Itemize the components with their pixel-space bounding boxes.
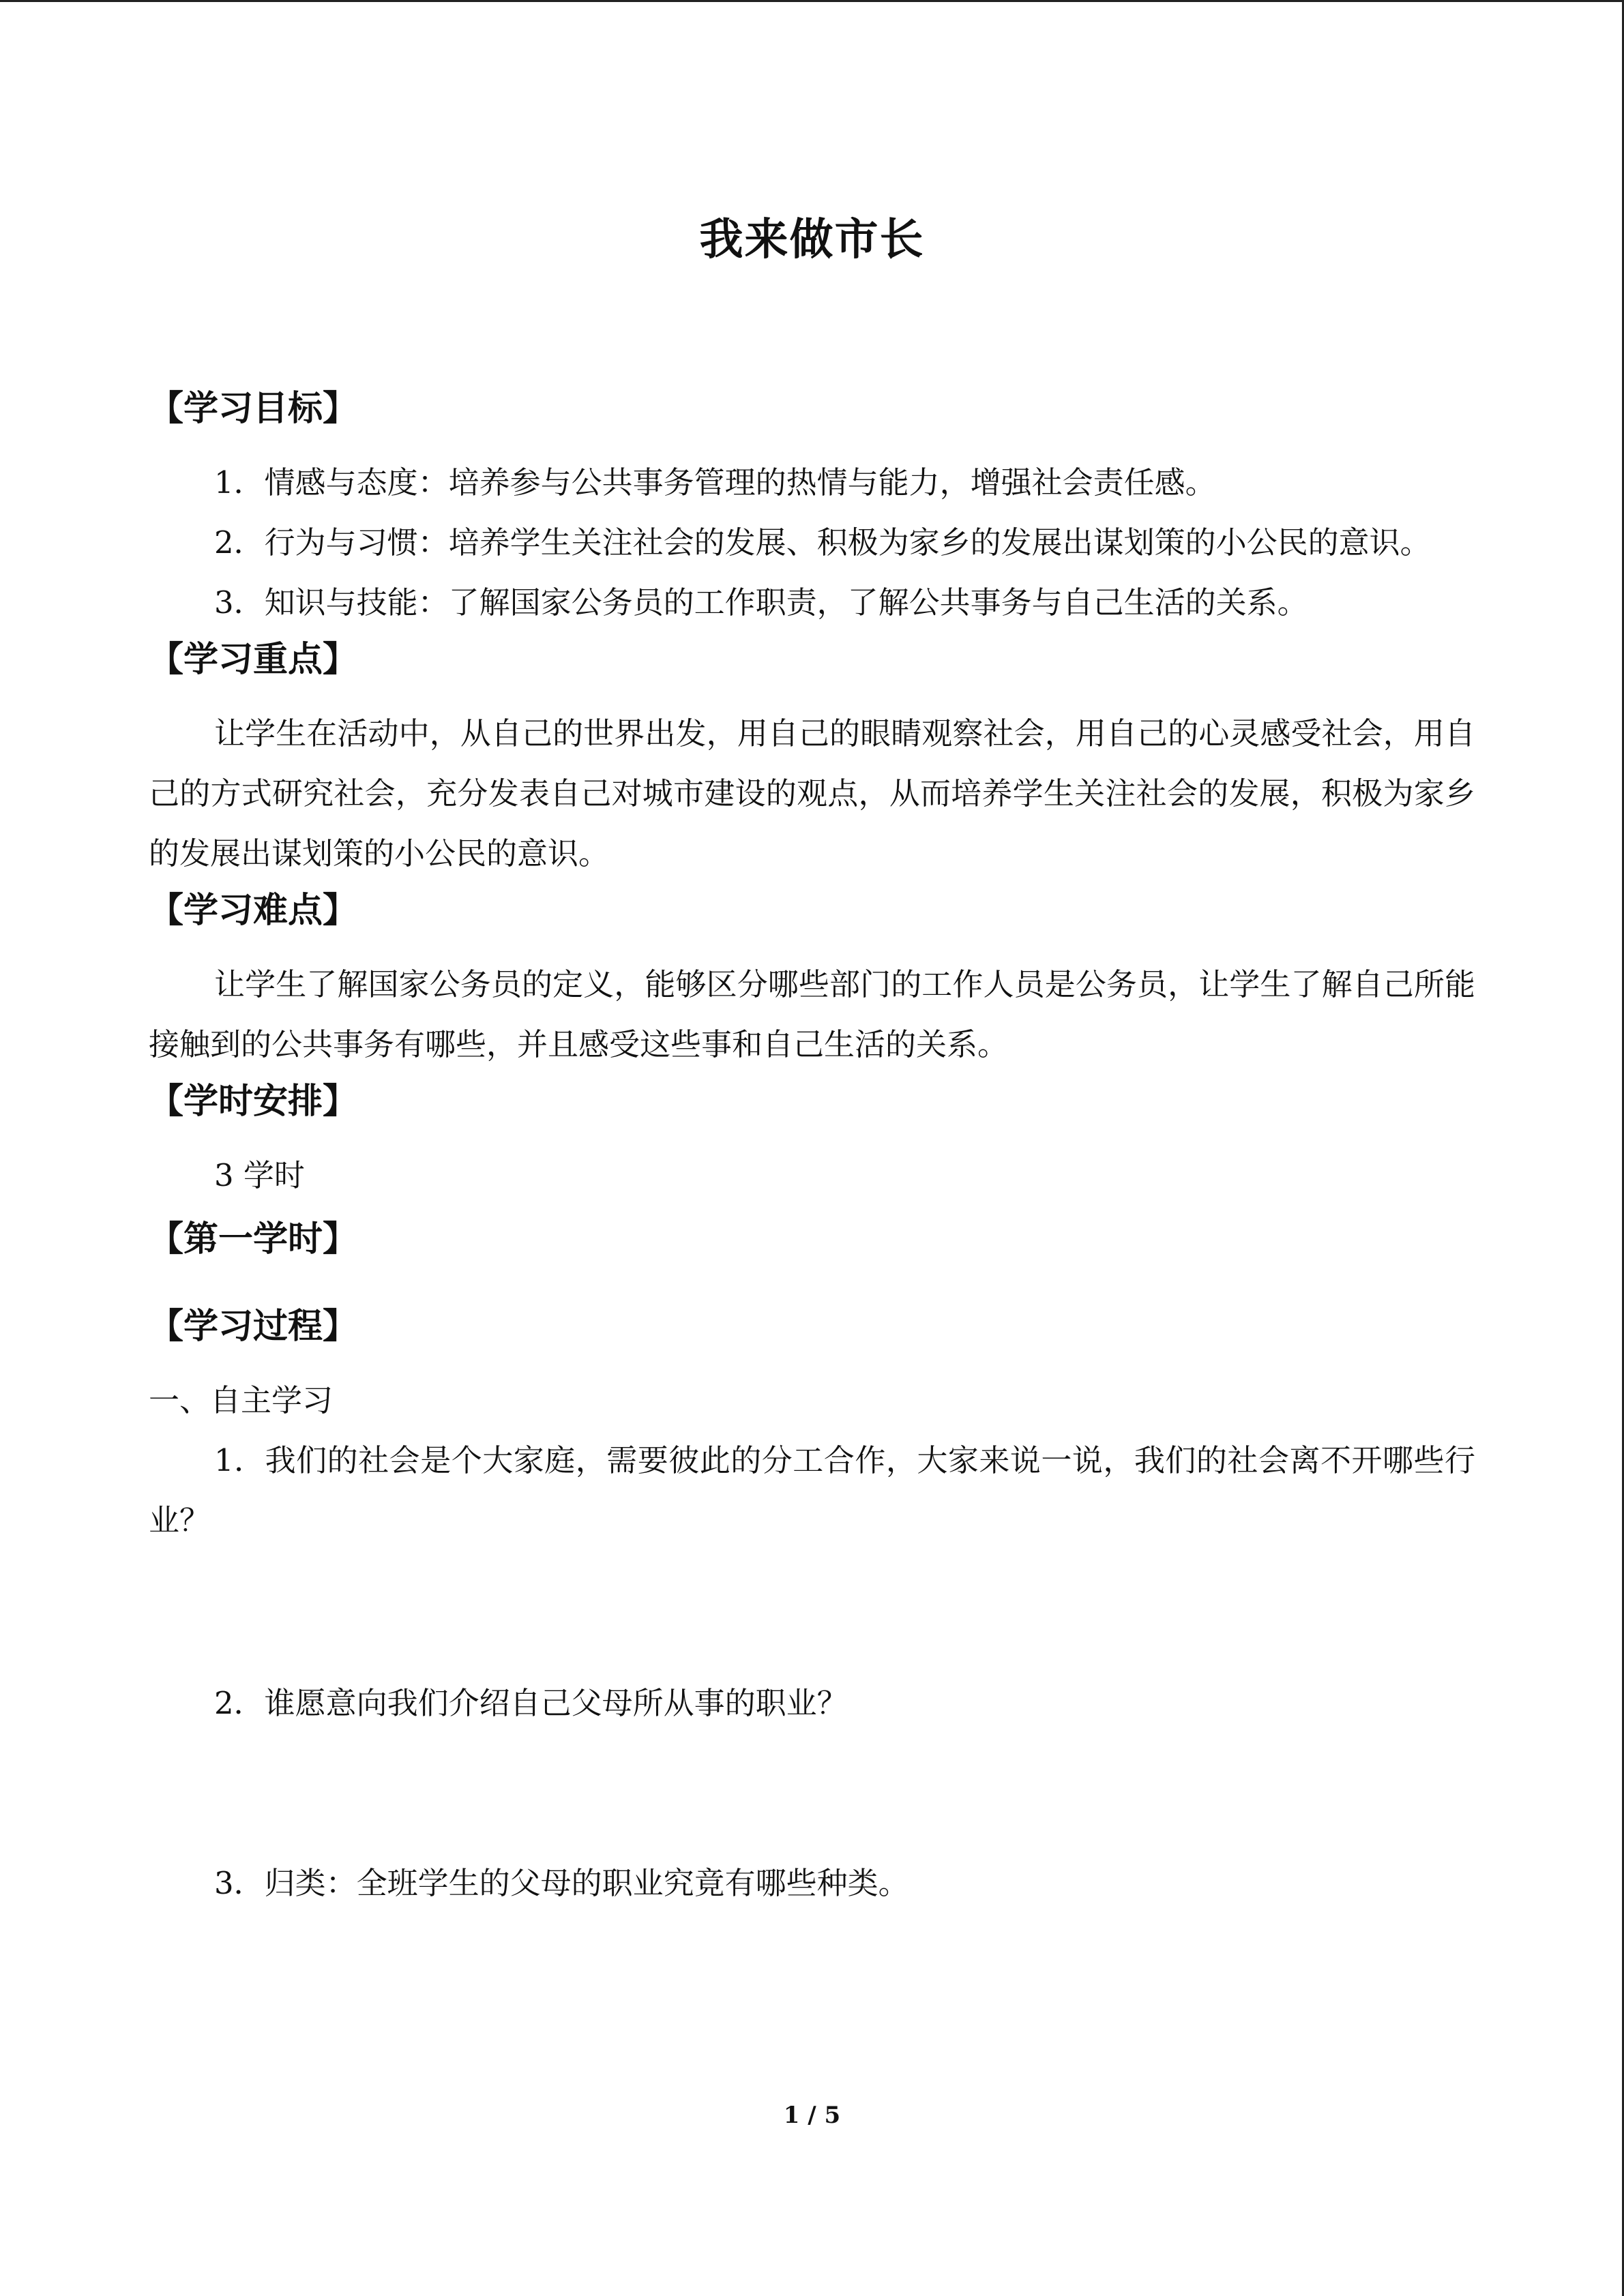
schedule-heading: 【学时安排】 xyxy=(149,1082,358,1122)
document-title: 我来做市长 xyxy=(699,215,925,265)
objective-item-3: 3．知识与技能：了解国家公务员的工作职责，了解公共事务与自己生活的关系。 xyxy=(214,584,1308,621)
process-question-2: 2．谁愿意向我们介绍自己父母所从事的职业？ xyxy=(214,1685,848,1721)
objectives-heading: 【学习目标】 xyxy=(149,389,358,429)
schedule-text: 3 学时 xyxy=(214,1157,305,1193)
document-body xyxy=(149,382,1475,1913)
section-schedule xyxy=(149,1075,1475,1206)
difficulties-heading: 【学习难点】 xyxy=(149,891,358,931)
process-subheading: 一、自主学习 xyxy=(149,1382,334,1418)
process-heading: 【学习过程】 xyxy=(149,1307,358,1347)
objective-item-2: 2．行为与习惯：培养学生关注社会的发展、积极为家乡的发展出谋划策的小公民的意识。 xyxy=(214,524,1431,561)
key-points-heading: 【学习重点】 xyxy=(149,640,358,680)
first-period-heading: 【第一学时】 xyxy=(149,1219,358,1259)
section-process xyxy=(149,1300,1475,1913)
process-question-1: 1．我们的社会是个大家庭，需要彼此的分工合作，大家来说一说，我们的社会离不开哪些行业？ xyxy=(149,1442,1475,1538)
section-objectives xyxy=(149,382,1475,633)
section-key-points xyxy=(149,633,1475,884)
difficulties-text: 让学生了解国家公务员的定义，能够区分哪些部门的工作人员是公务员，让学生了解自己所能接触到的公共事务有哪些，并且感受这些事和自己生活的关系。 xyxy=(149,966,1475,1062)
objective-item-1: 1．情感与态度：培养参与公共事务管理的热情与能力，增强社会责任感。 xyxy=(214,464,1216,501)
section-first-period xyxy=(149,1206,1475,1300)
process-question-3: 3．归类：全班学生的父母的职业究竟有哪些种类。 xyxy=(214,1865,909,1901)
page-number: 1 / 5 xyxy=(783,2102,841,2129)
section-difficulties xyxy=(149,884,1475,1075)
key-points-text: 让学生在活动中，从自己的世界出发，用自己的眼睛观察社会，用自己的心灵感受社会，用自己的方式研究社会，充分发表自己对城市建设的观点，从而培养学生关注社会的发展，积极为家乡的发展出谋划策的小公民的意识。 xyxy=(149,715,1475,871)
